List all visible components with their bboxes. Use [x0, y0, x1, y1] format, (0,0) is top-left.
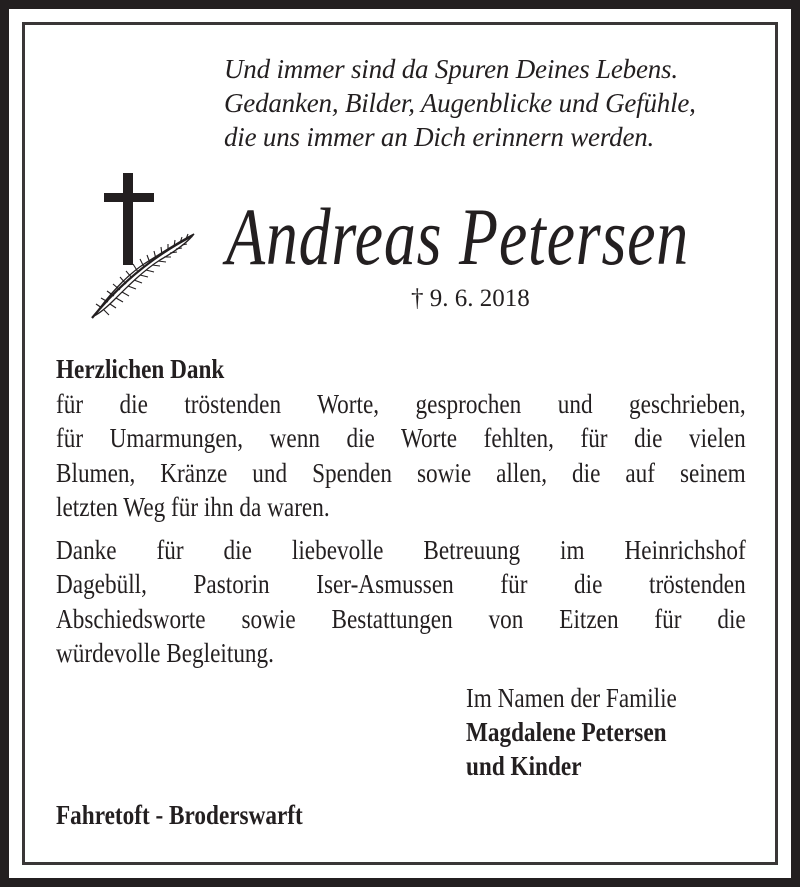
signature-name: Magdalene Petersen: [466, 717, 667, 747]
thanks-paragraph-1: [56, 387, 746, 525]
mourning-emblem: [88, 168, 200, 324]
thanks-paragraph-2: [56, 533, 746, 671]
thanks-section: [56, 352, 746, 671]
motto-line: die uns immer an Dich erinnern werden.: [224, 122, 655, 152]
text-line: Abschiedsworte sowie Bestattungen von Eitzen für die: [56, 603, 746, 634]
thanks-heading: Herzlichen Dank: [56, 354, 225, 384]
signature-block: [466, 681, 677, 783]
text-line: Blumen, Kränze und Spenden sowie allen, die auf seinem: [56, 457, 746, 488]
cross-icon: [104, 173, 154, 265]
signature-intro: Im Namen der Familie: [466, 683, 677, 713]
motto-line: Gedanken, Bilder, Augenblicke und Gefühle,: [224, 88, 696, 118]
motto-quote: [224, 52, 764, 154]
text-line: für Umarmungen, wenn die Worte fehlten, für die vielen: [56, 423, 746, 453]
deceased-name: Andreas Petersen: [226, 191, 690, 282]
text-line: würdevolle Begleitung.: [56, 638, 274, 668]
text-line: Danke für die liebevolle Betreuung im Heinrichshof: [56, 534, 746, 565]
text-line: Dagebüll, Pastorin Iser-Asmussen für die tröstenden: [56, 569, 746, 599]
text-line: letzten Weg für ihn da waren.: [56, 492, 330, 522]
motto-line: Und immer sind da Spuren Deines Lebens.: [224, 54, 678, 84]
death-date: † 9. 6. 2018: [411, 285, 530, 312]
signature-suffix: und Kinder: [466, 751, 582, 781]
place-name: Fahretoft - Broderswarft: [56, 800, 303, 830]
feather-icon: [92, 234, 194, 318]
text-line: für die tröstenden Worte, gesprochen und geschrieben,: [56, 388, 746, 419]
